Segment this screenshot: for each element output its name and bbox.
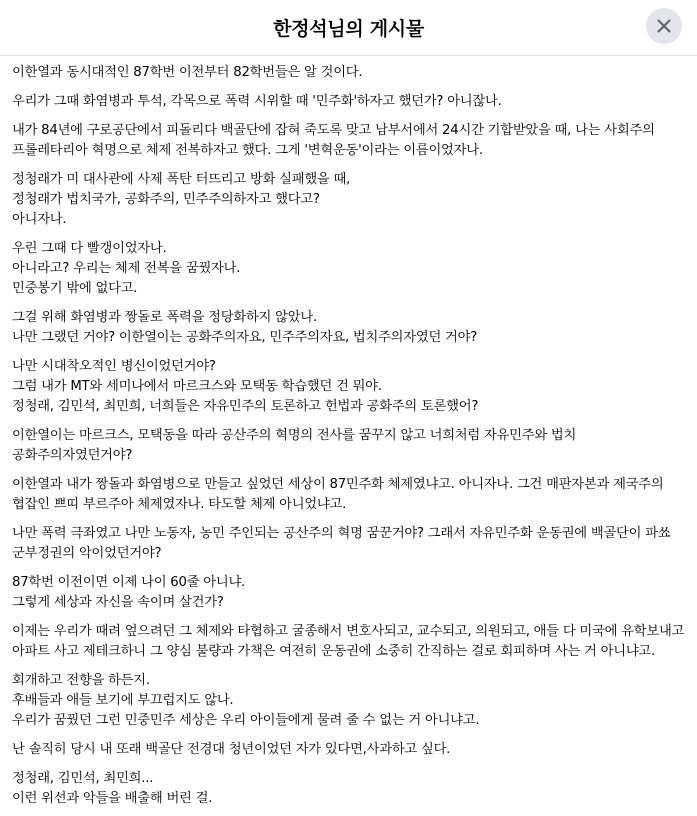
post-paragraph [12,769,685,809]
dialog-header [0,0,697,56]
post-paragraph [12,426,685,466]
paragraph-line: 나만 그랬던 거야? 이한열이는 공화주의자요, 민주주의자요, 법치주의자였던 거야? [12,330,478,345]
paragraph-line: 이한열이는 마르크스, 모택동을 따라 공산주의 혁명의 전사를 꿈꾸지 않고 너희처럼 자유민주와 법치 공화주의자였던거야? [12,428,581,463]
post-body [0,56,697,809]
paragraph-line: 우리가 그때 화염병과 투석, 각목으로 폭력 시위할 때 '민주화'하자고 했던가? 아니잖나. [12,94,502,109]
post-paragraph [12,239,685,299]
paragraph-line: 그걸 위해 화염병과 짱돌로 폭력을 정당화하지 않았나. [12,310,317,325]
post-paragraph [12,121,685,161]
paragraph-line: 내가 84년에 구로공단에서 피돌리다 백골단에 잡혀 죽도록 맞고 남부서에서 24시간 기합받았을 때, 나는 사회주의 프롤레타리아 혁명으로 체제 전복하자고 했다. 그게 '변혁운동'이라는 이름이었자나. [12,123,659,158]
paragraph-line: 이제는 우리가 때려 엎으려던 그 체제와 타협하고 굴종해서 변호사되고, 교수되고, 의원되고, 애들 다 미국에 유학보내고 아파트 사고 제테크하니 그 양심 불량과 가책은 여전히 운동권에 소중히 간직하는 걸로 회피하며 사는 거 아니냐고. [12,624,689,659]
paragraph-line: 아니라고? 우리는 체제 전복을 꿈꿨자나. [12,261,241,276]
post-paragraph [12,671,685,731]
paragraph-line: 정청래, 김민석, 최민희... [12,771,154,786]
paragraph-line: 이런 위선과 악들을 배출해 버린 걸. [12,791,213,806]
post-paragraph [12,308,685,348]
paragraph-line: 우린 그때 다 빨갱이었자나. [12,241,167,256]
post-paragraph [12,524,685,564]
paragraph-line: 정청래가 미 대사관에 사제 폭탄 터뜨리고 방화 실패했을 때, [12,172,351,187]
paragraph-line: 정청래가 법치국가, 공화주의, 민주주의하자고 했다고? [12,192,320,207]
paragraph-line: 아니자나. [12,212,67,227]
paragraph-line: 정청래, 김민석, 최민희, 너희들은 자유민주의 토론하고 헌법과 공화주의 토론했어? [12,399,479,414]
dialog-title: 한정석님의 게시물 [273,18,424,40]
post-paragraph [12,475,685,515]
paragraph-line: 이한열과 내가 짱돌과 화염병으로 만들고 싶었던 세상이 87민주화 체제였냐고. 아니자나. 그건 매판자본과 제국주의 협잡인 쁘띠 부르주아 체제였자나. 타도할 체제 아니었냐고. [12,477,668,512]
paragraph-line: 회개하고 전향을 하든지. [12,673,150,688]
paragraph-line: 그렇게 세상과 자신을 속이며 살건가? [12,595,224,610]
paragraph-line: 후배들과 애들 보기에 부끄럽지도 않나. [12,693,234,708]
paragraph-line: 이한열과 동시대적인 87학번 이전부터 82학번들은 알 것이다. [12,65,363,80]
post-paragraph [12,357,685,417]
paragraph-line: 난 솔직히 당시 내 또래 백골단 전경대 청년이었던 자가 있다면,사과하고 싶다. [12,742,451,757]
paragraph-line: 나만 폭력 극좌였고 나만 노동자, 농민 주인되는 공산주의 혁명 꿈꾼거야? 그래서 자유민주화 운동권에 백골단이 파쑈 군부정권의 악이었던거야? [12,526,675,561]
close-icon [656,18,672,34]
post-paragraph [12,63,685,83]
post-paragraph [12,92,685,112]
paragraph-line: 민중봉기 밖에 없다고. [12,281,138,296]
post-paragraph [12,170,685,230]
close-button[interactable] [646,8,682,44]
paragraph-line: 87학번 이전이면 이제 나이 60줄 아니냐. [12,575,246,590]
post-paragraph [12,740,685,760]
paragraph-line: 나만 시대착오적인 병신이었던거야? [12,359,216,374]
paragraph-line: 우리가 꿈꿨던 그런 민중민주 세상은 우리 아이들에게 물려 줄 수 없는 거 아니냐고. [12,713,480,728]
paragraph-line: 그럼 내가 MT와 세미나에서 마르크스와 모택동 학습했던 건 뭐야. [12,379,382,394]
post-paragraph [12,573,685,613]
post-paragraph [12,622,689,662]
